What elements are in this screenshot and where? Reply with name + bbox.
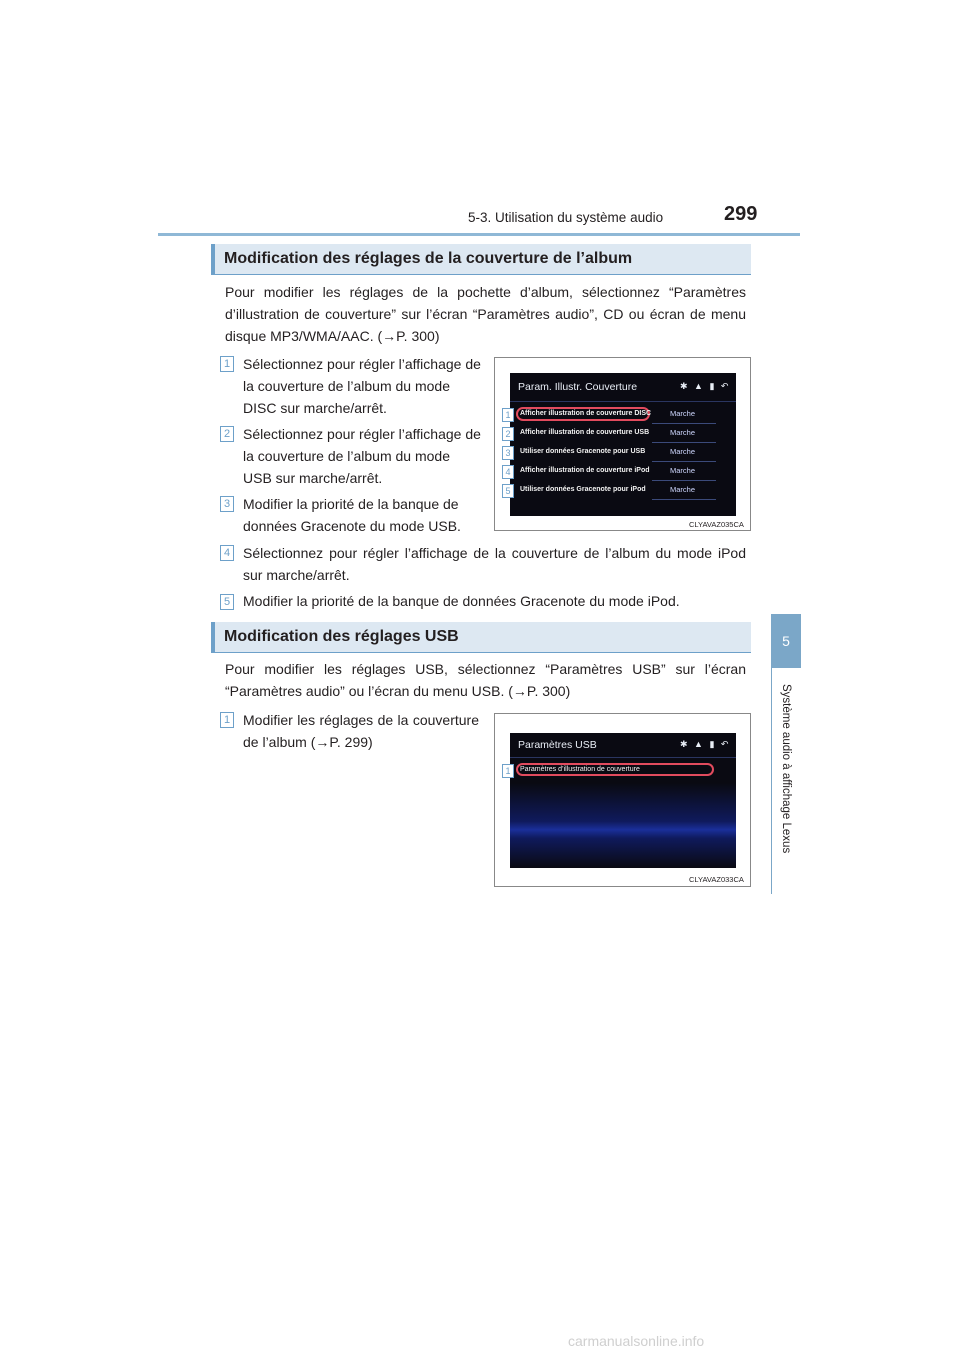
setting-value[interactable]: Marche [670, 466, 696, 475]
section-rule [211, 274, 751, 275]
list-item: Modifier les réglages de la couverture de l’album (→P. 299) [243, 712, 479, 750]
setting-label[interactable]: Utiliser données Gracenote pour USB [520, 448, 646, 455]
setting-value[interactable]: Marche [670, 428, 696, 437]
item-number: 1 [220, 356, 234, 372]
setting-label[interactable]: Utiliser données Gracenote pour iPod [520, 486, 646, 493]
callout-number: 1 [502, 764, 514, 778]
running-header: 5-3. Utilisation du système audio [468, 210, 664, 225]
screenshot-frame [494, 713, 751, 887]
setting-label[interactable]: Afficher illustration de couverture USB [520, 429, 650, 436]
setting-label[interactable]: Afficher illustration de couverture DISC [520, 410, 652, 417]
list-item: Sélectionnez pour régler l’affichage de la couverture de l’album du mode USB sur marche/arrêt. [243, 426, 481, 486]
list-item: Sélectionnez pour régler l’affichage de la couverture de l’album du mode iPod sur marche/arrêt. [243, 545, 746, 583]
figure-code: CLYAVAZ033CA [689, 875, 744, 884]
section-intro: Pour modifier les réglages USB, sélectionnez “Paramètres USB” sur l’écran “Paramètres audio” ou l’écran du menu USB. (→P. 300) [225, 661, 746, 699]
section-heading: Modification des réglages de la couverture de l’album [211, 244, 751, 274]
screenshot-frame [494, 357, 751, 531]
list-item: Modifier la priorité de la banque de données Gracenote du mode iPod. [243, 593, 680, 609]
status-icons: ✱ ▲ ▮ ↶ [680, 381, 731, 391]
display-screen [510, 373, 736, 516]
item-number: 4 [220, 545, 234, 561]
empty-list-area [510, 783, 736, 868]
screen-title: Paramètres USB [518, 739, 597, 751]
setting-value[interactable]: Marche [670, 409, 696, 418]
item-number: 1 [220, 712, 234, 728]
callout-number: 5 [502, 484, 514, 498]
section-intro: Pour modifier les réglages de la pochette d’album, sélectionnez “Paramètres d’illustration de couverture” sur l’écran “Paramètres audio”, CD ou écran de menu disque MP3/WMA/AAC. (→P. 300) [225, 284, 746, 344]
header-rule [158, 233, 800, 236]
item-number: 5 [220, 594, 234, 610]
list-item: Sélectionnez pour régler l’affichage de la couverture de l’album du mode DISC sur marche/arrêt. [243, 356, 481, 416]
screen-title: Param. Illustr. Couverture [518, 381, 638, 393]
section-rule [211, 652, 751, 653]
setting-value[interactable]: Marche [670, 485, 696, 494]
watermark: carmanualsonline.info [568, 1333, 705, 1349]
callout-number: 2 [502, 427, 514, 441]
chapter-tab: 5 [771, 614, 801, 668]
status-icons: ✱ ▲ ▮ ↶ [680, 739, 731, 749]
setting-label[interactable]: Paramètres d’illustration de couverture [520, 766, 640, 773]
item-number: 2 [220, 426, 234, 442]
setting-value[interactable]: Marche [670, 447, 696, 456]
display-screen [510, 733, 736, 868]
chapter-tab-label: Système audio à affichage Lexus [780, 684, 792, 854]
section-heading: Modification des réglages USB [211, 622, 751, 652]
setting-label[interactable]: Afficher illustration de couverture iPod [520, 467, 650, 474]
callout-number: 4 [502, 465, 514, 479]
page-number: 299 [724, 203, 758, 225]
list-item: Modifier la priorité de la banque de données Gracenote du mode USB. [243, 496, 461, 534]
callout-number: 3 [502, 446, 514, 460]
figure-code: CLYAVAZ035CA [689, 520, 744, 529]
callout-number: 1 [502, 408, 514, 422]
item-number: 3 [220, 496, 234, 512]
